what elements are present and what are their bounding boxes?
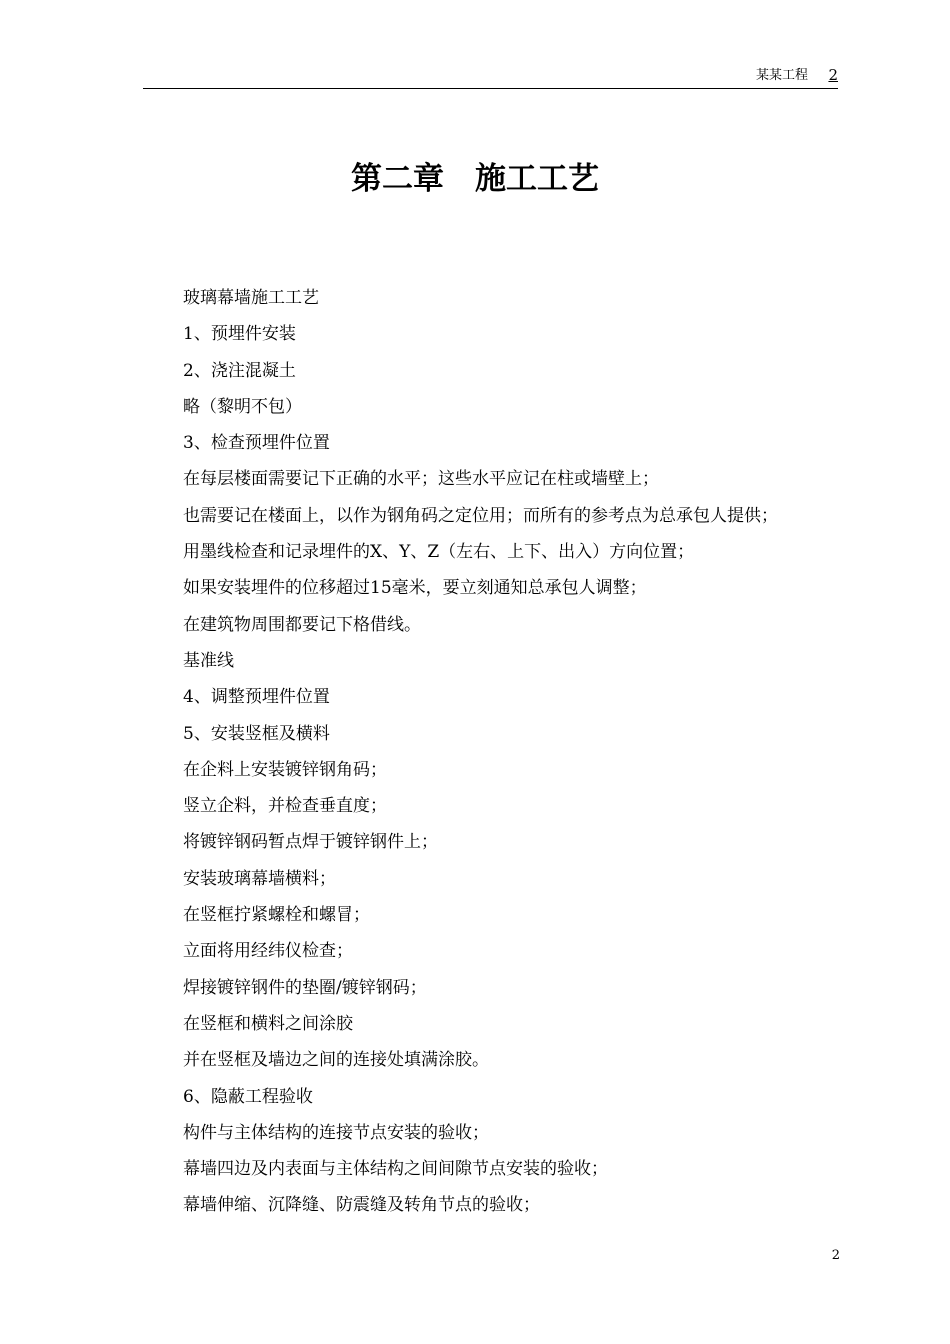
text-line: 在竖框和横料之间涂胶 (183, 1013, 353, 1034)
text-line: 3、检查预埋件位置 (183, 433, 330, 454)
footer-page-number: 2 (831, 1248, 840, 1263)
text-line: 在竖框拧紧螺栓和螺冒； (183, 905, 370, 926)
text-line: 在每层楼面需要记下正确的水平；这些水平应记在柱或墙壁上； (183, 469, 659, 490)
text-line: 构件与主体结构的连接节点安装的验收； (183, 1122, 489, 1143)
text-line: 立面将用经纬仪检查； (183, 941, 353, 962)
text-line: 在企料上安装镀锌钢角码； (183, 759, 387, 780)
body-text (183, 284, 853, 1228)
text-line: 如果安装埋件的位移超过15毫米，要立刻通知总承包人调整； (183, 578, 647, 599)
chapter-title: 第二章 施工工艺 (351, 161, 599, 197)
text-line: 4、调整预埋件位置 (183, 687, 330, 708)
text-line: 幕墙四边及内表面与主体结构之间间隙节点安装的验收； (183, 1159, 608, 1180)
text-line: 也需要记在楼面上，以作为钢角码之定位用；而所有的参考点为总承包人提供； (183, 505, 778, 526)
text-line: 1、预埋件安装 (183, 324, 296, 345)
text-line: 并在竖框及墙边之间的连接处填满涂胶。 (183, 1050, 489, 1071)
text-line: 安装玻璃幕墙横料； (183, 868, 336, 889)
text-line: 6、隐蔽工程验收 (183, 1086, 313, 1107)
text-line: 在建筑物周围都要记下格借线。 (183, 614, 421, 635)
text-line: 将镀锌钢码暂点焊于镀锌钢件上； (183, 832, 438, 853)
text-line: 幕墙伸缩、沉降缝、防震缝及转角节点的验收； (183, 1195, 540, 1216)
text-line: 基准线 (183, 650, 234, 671)
page-header (143, 64, 838, 89)
text-line: 玻璃幕墙施工工艺 (183, 288, 319, 308)
text-line: 竖立企料，并检查垂直度； (183, 796, 387, 817)
text-line: 焊接镀锌钢件的垫圈/镀锌钢码； (183, 977, 427, 998)
text-line: 2、浇注混凝土 (183, 360, 296, 381)
text-line: 略（黎明不包） (183, 396, 302, 417)
text-line: 用墨线检查和记录埋件的X、Y、Z（左右、上下、出入）方向位置； (183, 542, 695, 563)
text-line: 5、安装竖框及横料 (183, 723, 330, 744)
header-title: 某某工程 (755, 68, 808, 83)
header-page-number: 2 (828, 66, 838, 84)
